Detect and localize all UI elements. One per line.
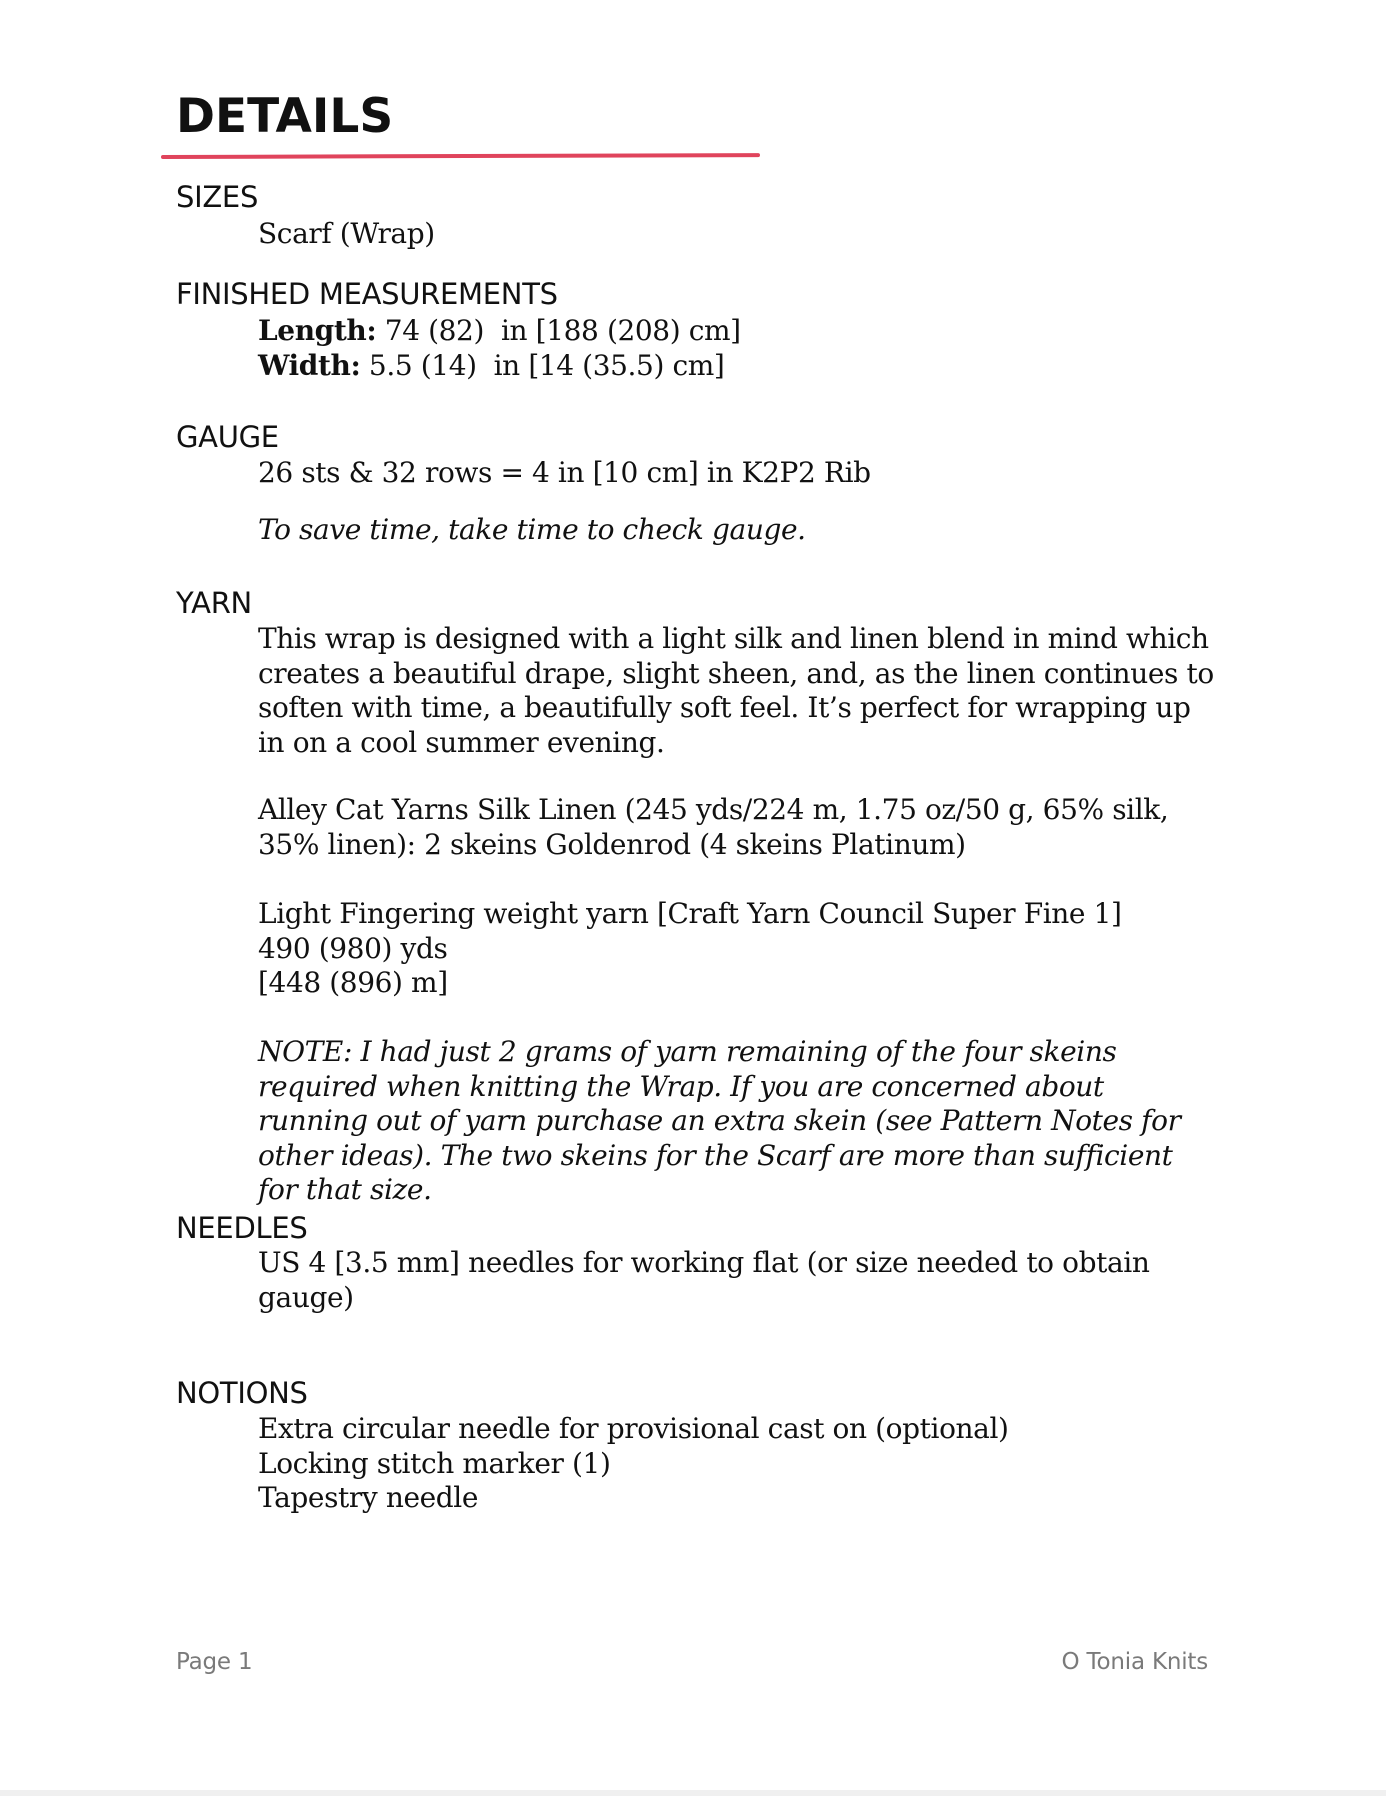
yarn-heading: YARN — [176, 586, 252, 620]
yarn-product-block — [258, 793, 1218, 862]
needles-section — [258, 1246, 1158, 1315]
yarn-amounts-block — [258, 897, 1218, 1001]
title-underline — [161, 153, 760, 159]
length-line — [258, 314, 741, 349]
notions-heading: NOTIONS — [176, 1376, 308, 1410]
gauge-note-block — [258, 513, 806, 548]
gauge-heading: GAUGE — [176, 420, 279, 454]
sizes-value: Scarf (Wrap) — [258, 217, 435, 250]
page-number: Page 1 — [176, 1649, 253, 1675]
notions-item: Locking stitch marker (1) — [258, 1446, 611, 1480]
yarn-meters-line: [448 (896) m] — [258, 966, 448, 999]
footer-copyright: O Tonia Knits — [1061, 1649, 1208, 1675]
needles-value: US 4 [3.5 mm] needles for working flat (or size needed to obtain gauge) — [258, 1246, 1150, 1314]
yarn-description: This wrap is designed with a light silk and linen blend in mind which creates a beautiful drape, slight sheen, and, as the linen continues to soften with time, a beautifully soft feel. It’s perfect for wrapping up in on a cool summer evening. — [258, 622, 1214, 759]
page-bottom-edge — [0, 1790, 1386, 1796]
page-title: DETAILS — [176, 89, 394, 144]
notions-list — [258, 1412, 1009, 1516]
width-value: 5.5 (14) in [14 (35.5) cm] — [368, 348, 725, 382]
yarn-yards-line: 490 (980) yds — [258, 931, 448, 965]
notions-item: Tapestry needle — [258, 1481, 479, 1514]
gauge-value: 26 sts & 32 rows = 4 in [10 cm] in K2P2 Rib — [258, 456, 871, 489]
notions-item: Extra circular needle for provisional cast on (optional) — [258, 1412, 1009, 1445]
finished-measurements-section — [258, 314, 741, 383]
yarn-weight-line: Light Fingering weight yarn [Craft Yarn Council Super Fine 1] — [258, 897, 1122, 930]
gauge-section — [258, 456, 871, 491]
yarn-note-block — [258, 1035, 1218, 1208]
needles-heading: NEEDLES — [176, 1211, 308, 1245]
yarn-description-block — [258, 622, 1218, 760]
sizes-section — [258, 217, 435, 252]
finished-measurements-heading: FINISHED MEASUREMENTS — [176, 277, 558, 311]
yarn-note: NOTE: I had just 2 grams of yarn remaining of the four skeins required when knitting the Wrap. If you are concerned about running out of yarn purchase an extra skein (see Pattern Notes for other ideas). The two skeins for the Scarf are more than sufficient for that size. — [258, 1035, 1181, 1206]
width-label: Width: — [258, 348, 361, 382]
length-label: Length: — [258, 314, 377, 347]
length-value: 74 (82) in [188 (208) cm] — [384, 314, 741, 347]
gauge-note: To save time, take time to check gauge. — [258, 513, 806, 546]
sizes-heading: SIZES — [176, 180, 259, 214]
width-line — [258, 349, 741, 384]
yarn-product: Alley Cat Yarns Silk Linen (245 yds/224 m, 1.75 oz/50 g, 65% silk, 35% linen): 2 skeins Goldenrod (4 skeins Platinum) — [258, 793, 1169, 861]
